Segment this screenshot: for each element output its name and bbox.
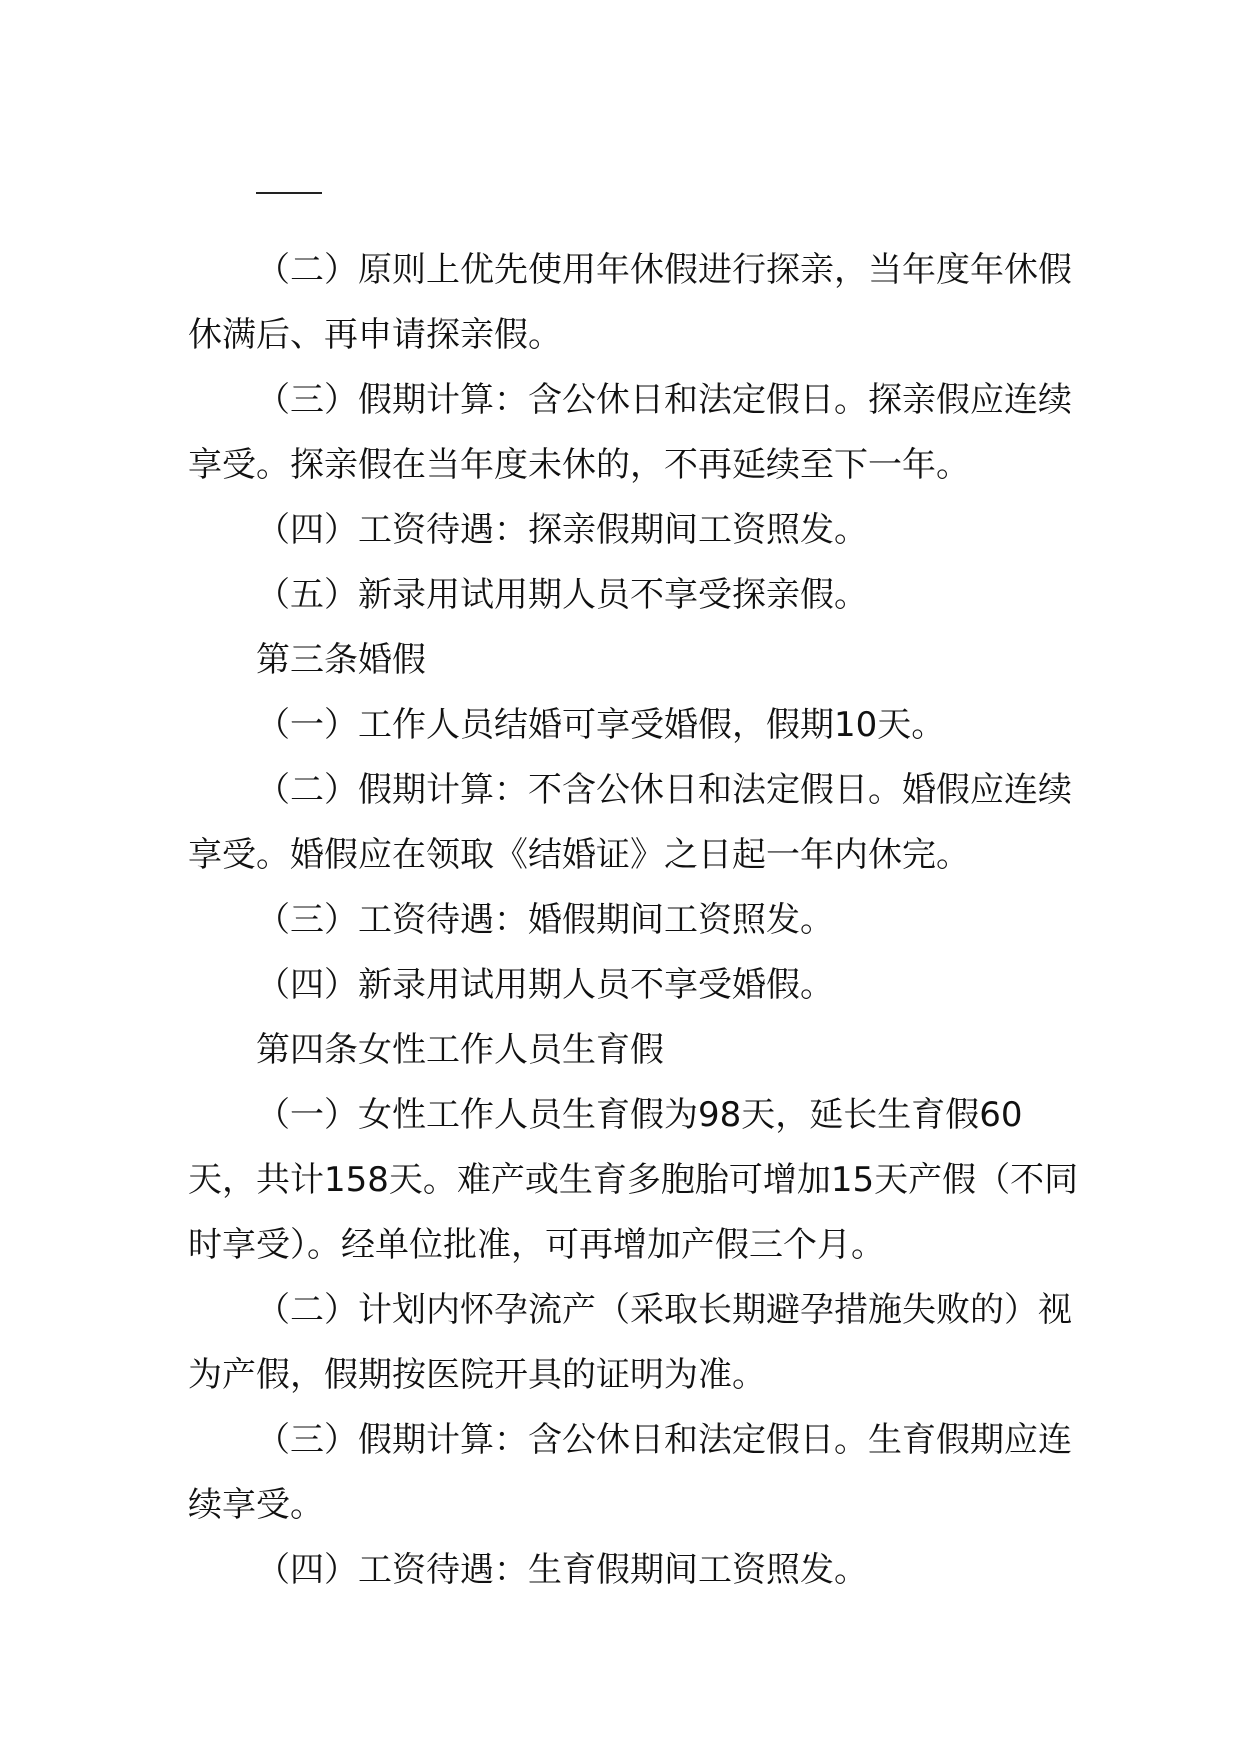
section-heading-marriage-leave: 第三条婚假 — [256, 640, 426, 680]
paragraph-marriage-leave-probation: （四）新录用试用期人员不享受婚假。 — [256, 965, 834, 1005]
paragraph-maternity-leave-salary: （四）工资待遇：生育假期间工资照发。 — [256, 1550, 868, 1590]
paragraph-marriage-leave-calculation: （二）假期计算：不含公休日和法定假日。婚假应连续享受。婚假应在领取《结婚证》之日起一年内休完。 — [188, 770, 1072, 875]
section-heading-maternity-leave: 第四条女性工作人员生育假 — [256, 1030, 664, 1070]
paragraph-maternity-leave-days: （一）女性工作人员生育假为98天，延长生育假60天，共计158天。难产或生育多胞胎可增加15天产假（不同时享受）。经单位批准，可再增加产假三个月。 — [188, 1095, 1079, 1265]
paragraph-home-leave-probation: （五）新录用试用期人员不享受探亲假。 — [256, 575, 868, 615]
paragraph-marriage-leave-days: （一）工作人员结婚可享受婚假，假期10天。 — [256, 705, 946, 745]
paragraph-maternity-leave-calculation: （三）假期计算：含公休日和法定假日。生育假期应连续享受。 — [188, 1420, 1072, 1525]
paragraph-home-leave-calculation: （三）假期计算：含公休日和法定假日。探亲假应连续享受。探亲假在当年度未休的，不再延续至下一年。 — [188, 380, 1072, 485]
paragraph-marriage-leave-salary: （三）工资待遇：婚假期间工资照发。 — [256, 900, 834, 940]
paragraph-annual-leave-priority: （二）原则上优先使用年休假进行探亲，当年度年休假休满后、再申请探亲假。 — [188, 250, 1072, 355]
dash-separator — [256, 192, 322, 194]
document-body — [188, 238, 1088, 1603]
paragraph-miscarriage-leave: （二）计划内怀孕流产（采取长期避孕措施失败的）视为产假，假期按医院开具的证明为准。 — [188, 1290, 1072, 1395]
paragraph-home-leave-salary: （四）工资待遇：探亲假期间工资照发。 — [256, 510, 868, 550]
